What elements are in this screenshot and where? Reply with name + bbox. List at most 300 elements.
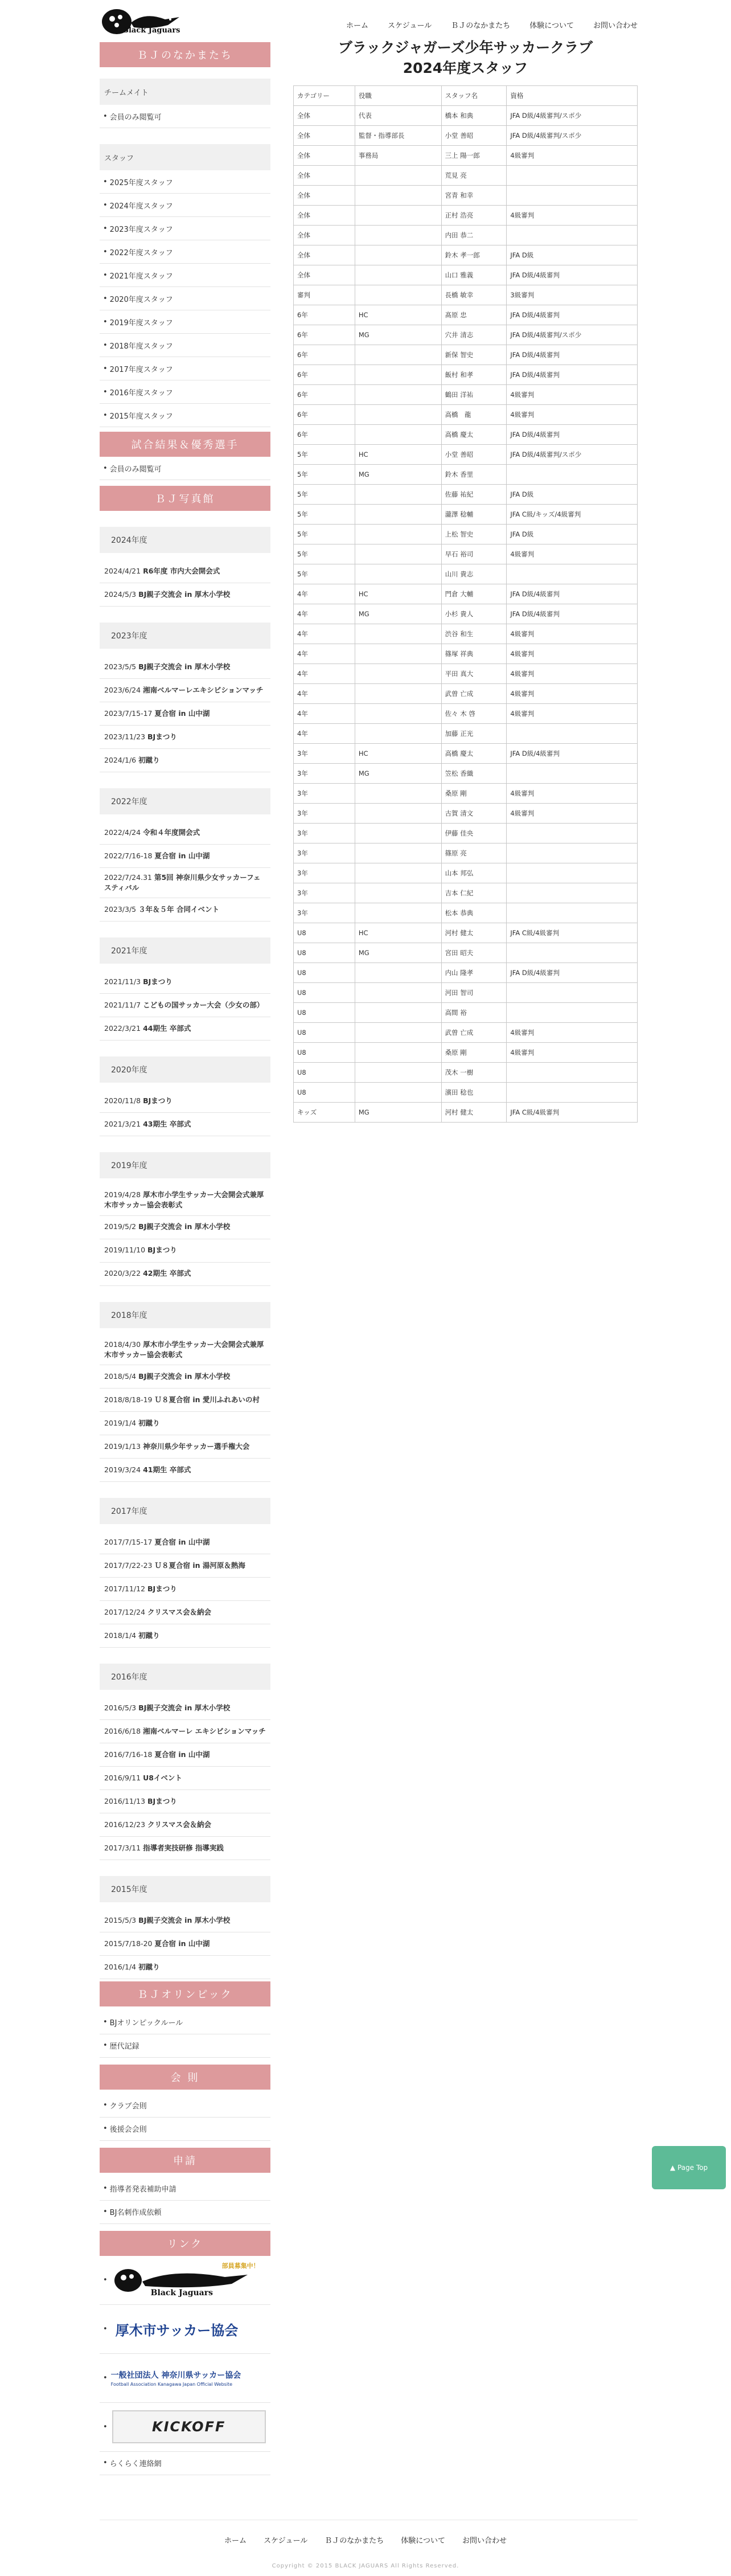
photo-album-link[interactable] (100, 1956, 270, 1979)
photo-year-title: 2018年度 (100, 1302, 270, 1328)
photo-date: 2018/1/4 (104, 1631, 137, 1640)
table-row (294, 445, 638, 465)
cell-staff-name: 鶴田 洋祐 (441, 385, 507, 405)
cell-staff-name: 高橋 龍 (441, 405, 507, 425)
cell-role (355, 1083, 441, 1103)
staff-table (293, 85, 638, 1123)
cell-staff-name: 長橋 敏幸 (441, 285, 507, 305)
photo-date: 2019/1/13 (104, 1441, 141, 1451)
cell-staff-name: 桑原 剛 (441, 1043, 507, 1063)
recruiting-tag: 部員募集中！ (221, 2262, 260, 2270)
cell-role (355, 784, 441, 804)
supporters-rules-link[interactable]: • 後援会会則 (100, 2118, 270, 2141)
cell-qualification (507, 983, 638, 1003)
kanagawa-fa-link[interactable]: • 一般社団法人 神奈川県サッカー協会 Football Association Kanagawa Japan Official Website (100, 2354, 270, 2403)
bj-logo-link[interactable]: • 部員募集中！ Black Jaguars (100, 2256, 270, 2305)
cell-qualification (507, 883, 638, 903)
photo-album-link[interactable] (100, 868, 270, 898)
photo-album-link[interactable] (100, 1412, 270, 1435)
cell-qualification (507, 166, 638, 186)
cell-staff-name: 平田 真大 (441, 664, 507, 684)
cell-staff-name: 小杉 貴人 (441, 604, 507, 624)
cell-qualification (507, 943, 638, 963)
cell-qualification (507, 1063, 638, 1083)
cell-qualification: JFA D級/4級審判 (507, 265, 638, 285)
photo-album-link[interactable] (100, 560, 270, 583)
cell-staff-name: 茂木 一樹 (441, 1063, 507, 1083)
cell-category: 5年 (294, 445, 355, 465)
photo-album-link[interactable] (100, 726, 270, 749)
cell-role (355, 425, 441, 445)
staff-year-link[interactable]: • 2017年度スタッフ (100, 357, 270, 380)
table-row (294, 943, 638, 963)
photo-album-link[interactable] (100, 821, 270, 845)
cell-role (355, 505, 441, 525)
photo-album-link[interactable] (100, 1813, 270, 1837)
photo-year-title: 2022年度 (100, 788, 270, 814)
photo-title: 初蹴り (138, 1631, 160, 1640)
cell-role (355, 963, 441, 983)
kanagawa-fa-subtext: Football Association Kanagawa Japan Official Website (110, 2381, 232, 2387)
photo-album-link[interactable] (100, 1837, 270, 1860)
cell-category: 全体 (294, 106, 355, 126)
cell-staff-name: 武曽 亡成 (441, 1023, 507, 1043)
cell-staff-name: 桑原 剛 (441, 784, 507, 804)
table-row (294, 405, 638, 425)
photo-album-link[interactable] (100, 1090, 270, 1113)
site-logo[interactable] (100, 3, 185, 39)
photo-date: 2016/9/11 (104, 1773, 141, 1782)
cell-qualification: 4級審判 (507, 624, 638, 644)
cell-staff-name: 門倉 大輔 (441, 584, 507, 604)
cell-qualification: JFA D級/4級審判/スポ少 (507, 126, 638, 146)
cell-role: 事務局 (355, 146, 441, 166)
cell-qualification: 4級審判 (507, 664, 638, 684)
photo-album-link[interactable] (100, 970, 270, 994)
cell-role (355, 903, 441, 923)
table-row (294, 226, 638, 245)
photo-album-link[interactable] (100, 749, 270, 772)
cell-category: 6年 (294, 425, 355, 445)
photo-date: 2017/12/24 (104, 1607, 146, 1616)
photo-date: 2023/11/23 (104, 732, 146, 741)
cell-role (355, 724, 441, 744)
cell-category: U8 (294, 1003, 355, 1023)
photo-album-link[interactable] (100, 1909, 270, 1932)
cell-qualification: JFA D級/4級審判/スポ少 (507, 445, 638, 465)
cell-staff-name: 山川 貴志 (441, 564, 507, 584)
cell-category: 4年 (294, 704, 355, 724)
photo-title: BJまつり (143, 1096, 173, 1105)
photo-year-title: 2017年度 (100, 1498, 270, 1524)
photo-title: BJまつり (147, 1584, 177, 1593)
cell-category: 3年 (294, 784, 355, 804)
photo-date: 2022/3/21 (104, 1024, 141, 1033)
staff-year-link[interactable]: • 2024年度スタッフ (100, 194, 270, 217)
photo-date: 2021/11/3 (104, 977, 141, 986)
cell-category: U8 (294, 1063, 355, 1083)
photo-album-link[interactable] (100, 1239, 270, 1263)
photo-year-title: 2019年度 (100, 1152, 270, 1178)
nav-home[interactable]: ホーム (346, 22, 368, 30)
cell-staff-name: 河村 健太 (441, 923, 507, 943)
header-category: カテゴリー (294, 86, 355, 106)
cell-staff-name: 橋本 和典 (441, 106, 507, 126)
cell-category: 3年 (294, 804, 355, 824)
table-row (294, 345, 638, 365)
staff-year-link[interactable]: • 2015年度スタッフ (100, 404, 270, 427)
cell-staff-name: 渋谷 和生 (441, 624, 507, 644)
cell-role: MG (355, 943, 441, 963)
photo-date: 2019/11/10 (104, 1246, 146, 1255)
photo-title: BJ親子交流会 in 厚木小学校 (138, 662, 231, 671)
photo-album-link[interactable] (100, 583, 270, 607)
photo-date: 2016/1/4 (104, 1962, 137, 1971)
staff-year-list (100, 170, 270, 427)
photo-album-link[interactable] (100, 1578, 270, 1601)
photo-date: 2020/11/8 (104, 1096, 141, 1105)
bj-logo-banner (111, 2260, 265, 2300)
page-top-button[interactable]: ▲ Page Top (652, 2146, 726, 2189)
kickoff-link[interactable]: • KICKOFF (100, 2403, 270, 2452)
cell-role (355, 824, 441, 843)
photo-album-link[interactable] (100, 1601, 270, 1624)
table-row (294, 1063, 638, 1083)
cell-category: U8 (294, 943, 355, 963)
cell-staff-name: 武曽 亡成 (441, 684, 507, 704)
cell-staff-name: 古賀 清文 (441, 804, 507, 824)
photo-date: 2023/6/24 (104, 685, 141, 694)
cell-qualification (507, 465, 638, 485)
footer-nav-home[interactable]: ホーム (224, 2537, 247, 2545)
photo-date: 2019/1/4 (104, 1418, 137, 1427)
cell-category: 4年 (294, 584, 355, 604)
cell-staff-name: 早石 裕司 (441, 544, 507, 564)
photo-date: 2024/1/6 (104, 755, 137, 764)
nav-bj-friends[interactable]: ＢＪのなかまたち (451, 22, 511, 30)
table-row (294, 963, 638, 983)
staff-year-link[interactable]: • 2021年度スタッフ (100, 264, 270, 287)
cell-qualification: 4級審判 (507, 804, 638, 824)
table-row (294, 485, 638, 505)
table-row (294, 863, 638, 883)
cell-qualification: 4級審判 (507, 1043, 638, 1063)
cell-role (355, 564, 441, 584)
cell-role (355, 684, 441, 704)
photo-title: BJ親子交流会 in 厚木小学校 (138, 589, 231, 599)
photo-album-link[interactable] (100, 994, 270, 1017)
photo-album-link[interactable] (100, 1263, 270, 1286)
photo-album-link[interactable] (100, 1335, 270, 1365)
cell-category: U8 (294, 983, 355, 1003)
cell-role (355, 525, 441, 544)
cell-category: 3年 (294, 764, 355, 784)
table-row (294, 923, 638, 943)
cell-category: 全体 (294, 206, 355, 226)
cell-role (355, 804, 441, 824)
cell-role (355, 245, 441, 265)
photo-album-link[interactable] (100, 845, 270, 868)
table-row (294, 883, 638, 903)
photo-album-link[interactable] (100, 656, 270, 679)
table-row (294, 166, 638, 186)
cell-role (355, 345, 441, 365)
photo-date: 2023/3/5 (104, 905, 137, 914)
cell-qualification: JFA D級/4級審判 (507, 345, 638, 365)
footer-nav-bj-friends[interactable]: ＢＪのなかまたち (325, 2537, 384, 2545)
table-row (294, 525, 638, 544)
photo-album-link[interactable] (100, 1017, 270, 1041)
business-card-link[interactable]: • BJ名刺作成依頼 (100, 2201, 270, 2224)
photo-album-link[interactable] (100, 1531, 270, 1554)
link-banner: リンク (100, 2231, 270, 2256)
photo-album-link[interactable] (100, 1113, 270, 1136)
cell-qualification: JFA D級/4級審判 (507, 365, 638, 385)
photo-album-link[interactable] (100, 898, 270, 922)
photo-album-link[interactable] (100, 1216, 270, 1239)
photo-title: BJ親子交流会 in 厚木小学校 (138, 1371, 231, 1381)
photo-date: 2018/8/18-19 (104, 1395, 153, 1404)
cell-qualification: JFA D級/4級審判 (507, 584, 638, 604)
cell-category: 4年 (294, 664, 355, 684)
cell-staff-name: 濱田 稔也 (441, 1083, 507, 1103)
photo-title: 神奈川県少年サッカー選手権大会 (143, 1441, 250, 1451)
photo-album-link[interactable] (100, 1720, 270, 1743)
photo-title: 指導者実技研修 指導実践 (143, 1843, 224, 1852)
staff-title: スタッフ (100, 144, 270, 170)
cell-role (355, 1063, 441, 1083)
cell-role (355, 285, 441, 305)
cell-role (355, 1023, 441, 1043)
table-row (294, 146, 638, 166)
cell-qualification: 4級審判 (507, 146, 638, 166)
staff-year-link[interactable]: • 2025年度スタッフ (100, 170, 270, 194)
cell-role (355, 843, 441, 863)
cell-staff-name: 笠松 香織 (441, 764, 507, 784)
cell-staff-name: 加藤 正光 (441, 724, 507, 744)
cell-qualification: 4級審判 (507, 544, 638, 564)
cell-role (355, 405, 441, 425)
cell-staff-name: 正村 浩亮 (441, 206, 507, 226)
cell-staff-name: 篠塚 祥典 (441, 644, 507, 664)
cell-category: 5年 (294, 505, 355, 525)
table-row (294, 325, 638, 345)
photo-album-link[interactable] (100, 1767, 270, 1790)
staff-year-link[interactable]: • 2016年度スタッフ (100, 380, 270, 404)
cell-staff-name: 高橋 慶太 (441, 744, 507, 764)
cell-category: 6年 (294, 345, 355, 365)
photo-album-link[interactable] (100, 679, 270, 702)
staff-year-link[interactable]: • 2020年度スタッフ (100, 287, 270, 310)
cell-qualification (507, 226, 638, 245)
cell-staff-name: 松本 恭典 (441, 903, 507, 923)
cell-qualification: JFA D級/4級審判/スポ少 (507, 325, 638, 345)
cell-role: HC (355, 923, 441, 943)
photo-album-list (100, 527, 270, 1979)
photo-title: BJ親子交流会 in 厚木小学校 (138, 1915, 231, 1924)
nav-contact[interactable]: お問い合わせ (593, 22, 638, 30)
table-row (294, 804, 638, 824)
rakuraku-link[interactable]: • らくらく連絡網 (100, 2452, 270, 2475)
cell-staff-name: 宮青 和幸 (441, 186, 507, 206)
table-row (294, 843, 638, 863)
atsugi-fa-link[interactable]: • 厚木市サッカー協会 (100, 2305, 270, 2354)
photo-year-title: 2020年度 (100, 1056, 270, 1083)
cell-category: 5年 (294, 564, 355, 584)
cell-qualification: JFA D級 (507, 525, 638, 544)
table-row (294, 505, 638, 525)
photo-title: BJ親子交流会 in 厚木小学校 (138, 1703, 231, 1712)
photo-album-link[interactable] (100, 1459, 270, 1482)
table-row (294, 1023, 638, 1043)
team-members-only-link[interactable]: • 会員のみ閲覧可 (100, 105, 270, 128)
cell-qualification: JFA D級/4級審判 (507, 425, 638, 445)
photo-album-link[interactable] (100, 702, 270, 726)
table-row (294, 604, 638, 624)
photo-title: Ｕ８夏合宿 in 湯河原＆熱海 (154, 1561, 245, 1570)
staff-year-link[interactable]: • 2019年度スタッフ (100, 310, 270, 334)
cell-staff-name: 内田 恭二 (441, 226, 507, 245)
cell-role: MG (355, 325, 441, 345)
table-row (294, 664, 638, 684)
photo-date: 2022/7/24.31 (104, 873, 152, 882)
cell-staff-name: 佐々 木 啓 (441, 704, 507, 724)
table-row (294, 206, 638, 226)
cell-qualification: 4級審判 (507, 784, 638, 804)
photo-album-link[interactable] (100, 1389, 270, 1412)
footer-nav-contact[interactable]: お問い合わせ (462, 2537, 507, 2545)
photo-title: 夏合宿 in 山中湖 (154, 1939, 210, 1948)
application-banner: 申請 (100, 2148, 270, 2173)
cell-role (355, 265, 441, 285)
photo-title: BJまつり (143, 977, 173, 986)
cell-role (355, 863, 441, 883)
table-row (294, 1103, 638, 1123)
cell-staff-name: 山本 邦弘 (441, 863, 507, 883)
cell-staff-name: 新保 智史 (441, 345, 507, 365)
photo-title: 夏合宿 in 山中湖 (154, 851, 210, 860)
footer-nav-schedule[interactable]: スケジュール (264, 2537, 308, 2545)
results-banner: 試合結果＆優秀選手 (100, 432, 270, 457)
table-row (294, 903, 638, 923)
table-row (294, 126, 638, 146)
cell-role (355, 983, 441, 1003)
atsugi-fa-text: 厚木市サッカー協会 (115, 2322, 239, 2339)
photo-album-link[interactable] (100, 1932, 270, 1956)
cell-qualification: JFA C級/4級審判 (507, 923, 638, 943)
cell-role: 代表 (355, 106, 441, 126)
nav-trial[interactable]: 体験について (529, 22, 574, 30)
olympic-rules-link[interactable]: • BJオリンピックルール (100, 2011, 270, 2034)
table-row (294, 624, 638, 644)
cell-staff-name: 鈴木 孝一郎 (441, 245, 507, 265)
cell-category: 4年 (294, 624, 355, 644)
cell-category: 6年 (294, 365, 355, 385)
staff-year-link[interactable]: • 2023年度スタッフ (100, 217, 270, 240)
photo-album-link[interactable] (100, 1365, 270, 1389)
cell-qualification (507, 186, 638, 206)
coach-subsidy-link[interactable]: • 指導者発表補助申請 (100, 2177, 270, 2201)
photo-title: BJ親子交流会 in 厚木小学校 (138, 1222, 231, 1231)
photo-album-link[interactable] (100, 1624, 270, 1648)
cell-qualification: 4級審判 (507, 644, 638, 664)
table-row (294, 285, 638, 305)
cell-staff-name: 小堂 善昭 (441, 126, 507, 146)
table-row (294, 186, 638, 206)
page-title: ブラックジャガーズ少年サッカークラブ 2024年度スタッフ (338, 39, 593, 76)
membership-banner: 会 則 (100, 2065, 270, 2090)
table-row (294, 824, 638, 843)
photo-title: BJまつり (147, 732, 177, 741)
photo-title: BJまつり (147, 1796, 177, 1805)
staff-year-link[interactable]: • 2022年度スタッフ (100, 240, 270, 264)
photo-album-link[interactable] (100, 1743, 270, 1767)
cell-category: 全体 (294, 126, 355, 146)
table-row (294, 724, 638, 744)
cell-qualification (507, 843, 638, 863)
photo-date: 2024/5/3 (104, 589, 137, 599)
cell-role (355, 644, 441, 664)
photo-title: クリスマス会＆納会 (147, 1820, 212, 1829)
cell-category: 3年 (294, 883, 355, 903)
cell-category: 全体 (294, 166, 355, 186)
club-rules-link[interactable]: • クラブ会則 (100, 2094, 270, 2118)
nav-schedule[interactable]: スケジュール (387, 22, 432, 30)
photo-album-link[interactable] (100, 1435, 270, 1459)
cell-qualification (507, 564, 638, 584)
cell-role: MG (355, 764, 441, 784)
photo-album-link[interactable] (100, 1554, 270, 1578)
photo-title: 夏合宿 in 山中湖 (154, 1750, 210, 1759)
staff-table-body (294, 106, 638, 1123)
footer-nav-trial[interactable]: 体験について (401, 2537, 445, 2545)
cell-staff-name: 鈴木 香里 (441, 465, 507, 485)
photo-year-title: 2024年度 (100, 527, 270, 553)
photo-date: 2023/7/15-17 (104, 708, 153, 718)
photo-date: 2017/3/11 (104, 1843, 141, 1852)
table-row (294, 305, 638, 325)
cell-role (355, 226, 441, 245)
cell-role (355, 166, 441, 186)
photo-year-title: 2015年度 (100, 1876, 270, 1902)
photo-title: ３年＆５年 合同イベント (138, 905, 219, 914)
photo-title: 夏合宿 in 山中湖 (154, 708, 210, 718)
olympic-records-link[interactable]: • 歴代記録 (100, 2034, 270, 2058)
photo-date: 2019/3/24 (104, 1465, 141, 1474)
table-row (294, 744, 638, 764)
cell-role (355, 186, 441, 206)
photo-date: 2018/4/30 (104, 1340, 141, 1349)
photo-date: 2023/5/5 (104, 662, 137, 671)
cell-qualification (507, 903, 638, 923)
photo-title: 湘南ベルマーレエキシビションマッチ (143, 685, 264, 694)
table-row (294, 983, 638, 1003)
cell-role (355, 365, 441, 385)
cell-category: U8 (294, 1043, 355, 1063)
photo-album-link[interactable] (100, 1697, 270, 1720)
photo-album-link[interactable] (100, 1185, 270, 1215)
photo-album-link[interactable] (100, 1790, 270, 1813)
cell-qualification: 4級審判 (507, 1023, 638, 1043)
cell-role (355, 1043, 441, 1063)
photo-date: 2017/7/15-17 (104, 1537, 153, 1546)
staff-year-link[interactable]: • 2018年度スタッフ (100, 334, 270, 357)
cell-category: 6年 (294, 405, 355, 425)
cell-category: 全体 (294, 226, 355, 245)
cell-category: U8 (294, 1083, 355, 1103)
kanagawa-fa-text: 一般社団法人 神奈川県サッカー協会 (110, 2370, 241, 2380)
results-members-only-link[interactable]: • 会員のみ閲覧可 (100, 457, 270, 480)
